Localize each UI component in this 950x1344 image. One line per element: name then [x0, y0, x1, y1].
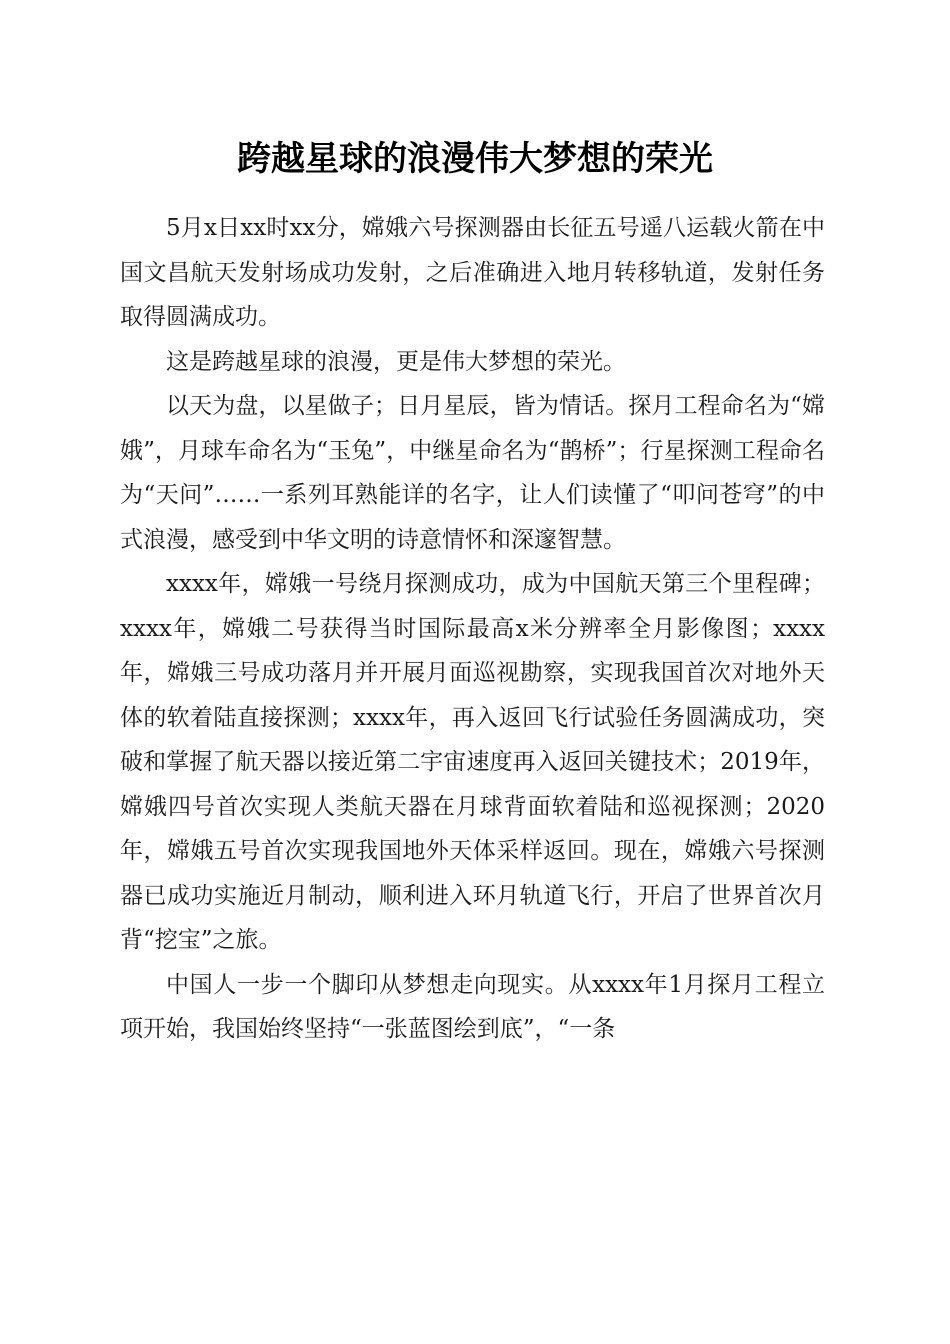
document-body [120, 206, 825, 1052]
paragraph: 中国人一步一个脚印从梦想走向现实。从xxxx年1月探月工程立项开始，我国始终坚持“一张蓝图绘到底”，“一条 [120, 971, 825, 1042]
document-title: 跨越星球的浪漫伟大梦想的荣光 [237, 139, 713, 179]
paragraph: 这是跨越星球的浪漫，更是伟大梦想的荣光。 [166, 348, 626, 375]
paragraph: xxxx年，嫦娥一号绕月探测成功，成为中国航天第三个里程碑；xxxx年，嫦娥二号获得当时国际最高x米分辨率全月影像图；xxxx年，嫦娥三号成功落月并开展月面巡视勘察，实现我国首次对地外天体的软着陆直接探测；xxxx年，再入返回飞行试验任务圆满成功，突破和掌握了航天器以接近第二宇宙速度再入返回关键技术；2019年，嫦娥四号首次实现人类航天器在月球背面软着陆和巡视探测；2020年，嫦娥五号首次实现我国地外天体采样返回。现在，嫦娥六号探测器已成功实施近月制动，顺利进入环月轨道飞行，开启了世界首次月背“挖宝”之旅。 [120, 571, 825, 953]
paragraph: 以天为盘，以星做子；日月星辰，皆为情话。探月工程命名为“嫦娥”，月球车命名为“玉兔”，中继星命名为“鹊桥”；行星探测工程命名为“天问”……一系列耳熟能详的名字，让人们读懂了“叩问苍穹”的中式浪漫，感受到中华文明的诗意情怀和深邃智慧。 [120, 393, 825, 553]
paragraph: 5月x日xx时xx分，嫦娥六号探测器由长征五号遥八运载火箭在中国文昌航天发射场成功发射，之后准确进入地月转移轨道，发射任务取得圆满成功。 [120, 215, 825, 330]
